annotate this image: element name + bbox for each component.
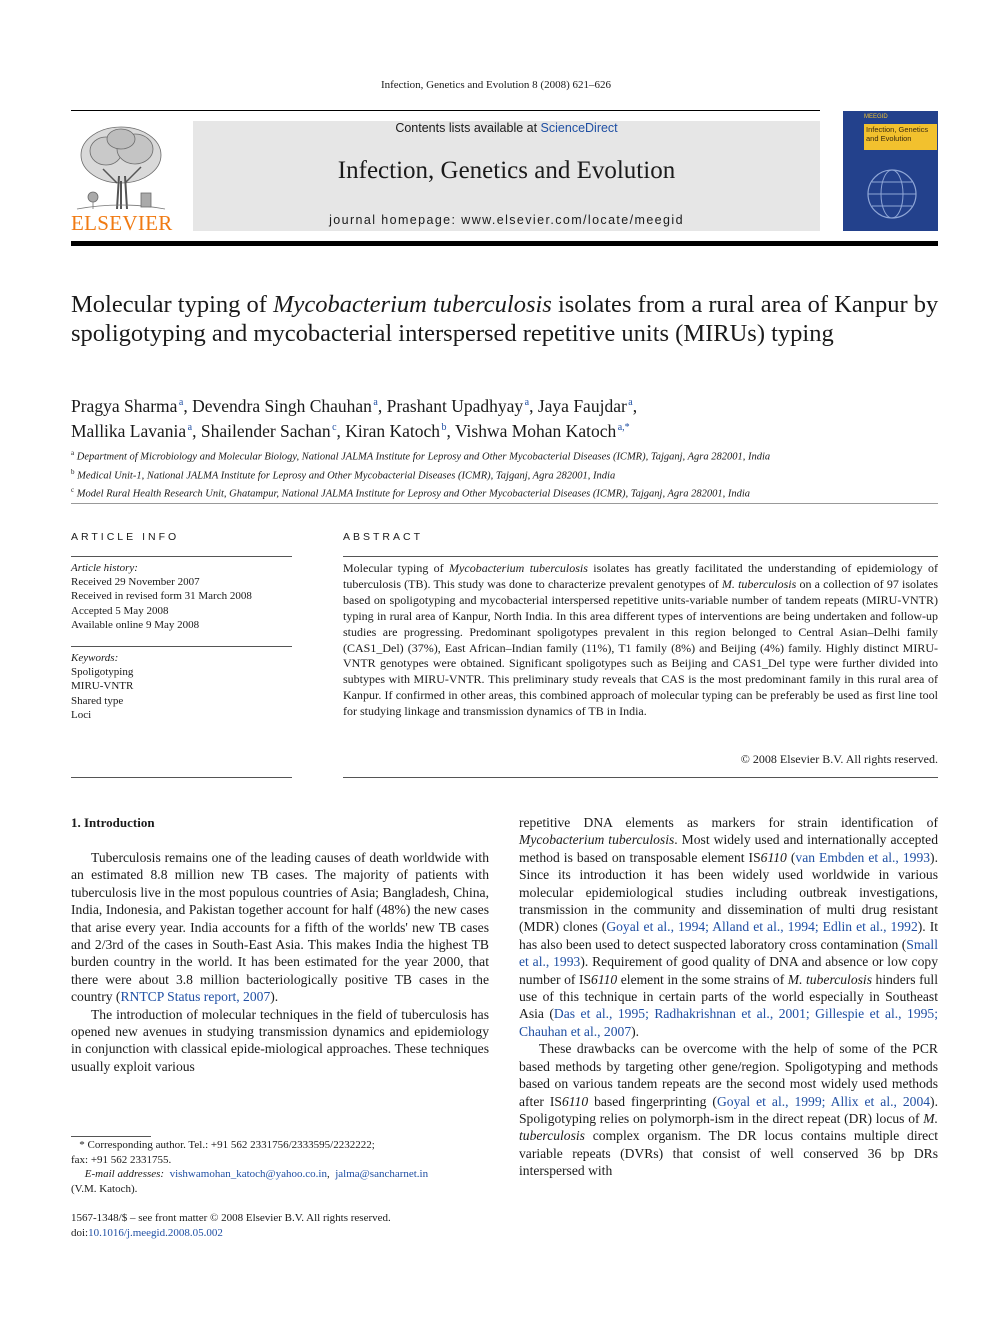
cover-tag: MEEGID — [864, 114, 888, 120]
cover-title: Infection, Genetics and Evolution — [866, 125, 929, 143]
abstract-rule — [343, 777, 938, 778]
issn-doi: 1567-1348/$ – see front matter © 2008 Elsevier B.V. All rights reserved. doi:10.1016/j.meegid.2008.05.002 — [71, 1212, 391, 1239]
keyword: Shared type — [71, 694, 124, 707]
keyword: Spoligotyping — [71, 666, 134, 679]
citation-link[interactable]: van Embden et al., 1993 — [795, 849, 931, 865]
affiliation-rule — [71, 503, 938, 504]
globe-icon — [862, 164, 922, 224]
author-list: Pragya Sharma $^a$, Devendra Singh Chauhan $^a$, Prashant Upadhyay $^a$, Jaya Faujdar $^a$, Mallika Lavania $^a$, Shailender Sachan $^c$, Kiran Katoch $^b$, Vishwa Mohan Katoch $^{a,*}$ — [71, 395, 638, 441]
title-text-1: Molecular typing of — [71, 291, 274, 318]
affiliation: $^a$ Department of Microbiology and Molecular Biology, National JALMA Institute for Leprosy and Other Mycobacterial Diseases (ICMR), Tajganj, Agra 282001, India — [71, 449, 771, 463]
title-species: Mycobacterium tuberculosis — [273, 291, 552, 318]
paragraph: The introduction of molecular techniques in the field of tuberculosis has opened new avenues in studying transmission dynamics and epidemiology in conjunction with classical epide-miological approaches. These techniques usually exploit various — [71, 1006, 489, 1074]
header-thick-rule — [71, 241, 938, 246]
article-info-heading: ARTICLE INFO — [71, 531, 180, 543]
footnote-rule — [71, 1136, 151, 1137]
keywords: Keywords: Spoligotyping MIRU-VNTR Shared type Loci — [71, 651, 292, 722]
paragraph: Tuberculosis remains one of the leading causes of death worldwide with an estimated 8.8 million new TB cases. The majority of patients with tuberculosis live in the most populous countries of Asia; Bangladesh, China, India, Indonesia, and Pakistan together account for half (48%) the new cases that arise every year. India accounts for a fifth of the worlds' new TB cases and 2/3rd of the cases in South-East Asia. This makes India the highest TB burden country in the world. It has been estimated for the year 2000, that there were about 3.8 million bacteriologically positive TB cases in the country (RNTCP Status report, 2007). — [71, 850, 489, 1005]
email-link[interactable]: jalma@sancharnet.in — [335, 1168, 429, 1181]
citation-link[interactable]: RNTCP Status report, 2007 — [120, 989, 271, 1005]
keyword: MIRU-VNTR — [71, 680, 134, 693]
author[interactable]: Prashant Upadhyay $^a$ — [386, 395, 530, 416]
info-rule — [71, 777, 292, 778]
affiliation: $^b$ Medical Unit-1, National JALMA Institute for Leprosy and Other Mycobacterial Diseases (ICMR), Tajganj, Agra 282001, India — [71, 467, 616, 482]
contents-prefix: Contents lists available at — [395, 121, 541, 135]
author[interactable]: Vishwa Mohan Katoch $^{a,*}$ — [454, 420, 630, 441]
journal-citation: Infection, Genetics and Evolution 8 (2008) 621–626 — [380, 79, 612, 91]
header-rule — [71, 110, 820, 111]
abstract-text: Molecular typing of Mycobacterium tuberculosis isolates has greatly facilitated the understanding of epidemiology of tuberculosis (TB). This study was done to characterize prevalent genotypes of M. tuberculosis on a collection of 97 isolates based on spoligotyping and mycobacterial interspersed repetitive units-variable number of tandem repeats (MIRU-VNTR) typing in rural area of Kanpur, North India. In this area different types of interventions are being undertaken and follow-up studies are progressing. Predominant spoligotypes prevalent in this region belonged to Central Asian–Delhi family (CAS1_Del) (37%), East African–Indian family (11%), T1 family (8%) and Beijing (4%) family. Highly distinct MIRU-VNTR genotypes were obtained. Significant spoligotypes such as Beijing and CAS1_Del type were further divided into subtypes with MIRU-VNTR. This preliminary study reveals that CAS is the most predominant family in this rural area of Kanpur. If confirmed in other areas, this combined approach of molecular typing can be preferably be used as first line tool for studying linkage and transmission dynamics of TB in India. — [343, 561, 939, 719]
journal-name: Infection, Genetics and Evolution — [337, 157, 676, 184]
email-link[interactable]: vishwamohan_katoch@yahoo.co.in — [169, 1168, 327, 1181]
paragraph: repetitive DNA elements as markers for strain identification of Mycobacterium tuberculosis. Most widely used and internationally accepted method is based on transposable element IS6110 (van Embden et al., 1993). Since its introduction it has been widely used worldwide in various molecular epidemiological studies including outbreak investigations, transmission in the community and dissemination of multi drug resistant (MDR) clones (Goyal et al., 1994; Alland et al., 1994; Edlin et al., 1992). It has also been used to detect suspected laboratory cross contamination (Small et al., 1993). Requirement of good quality of DNA and absence or low copy number of IS6110 element in the some strains of M. tuberculosis hinders full use of this technique in certain parts of the world especially in Southeast Asia (Das et al., 1995; Radhakrishnan et al., 2001; Gillespie et al., 1995; Chauhan et al., 2007). — [519, 815, 939, 1039]
article-title — [71, 290, 939, 348]
article-history: Article history: Received 29 November 2007 Received in revised form 31 March 2008 Accepted 5 May 2008 Available online 9 May 2008 — [71, 562, 252, 631]
contents-line — [193, 121, 820, 135]
info-rule — [71, 556, 292, 557]
info-rule — [71, 646, 292, 647]
author[interactable]: Jaya Faujdar $^a$ — [537, 395, 633, 416]
abstract-rule — [343, 556, 938, 557]
corresponding-author-footnote: * Corresponding author. Tel.: +91 562 2331756/2333595/2232222; fax: +91 562 2331755. E-mail addresses: vishwamohan_katoch@yahoo.co.in, jalma@sancharnet.in (V.M. Katoch). — [71, 1139, 429, 1195]
paragraph: These drawbacks can be overcome with the help of some of the PCR based methods by targeting other gene/region. Spoligotyping and methods based on various tandem repeats are the second most widely used methods after IS6110 based fingerprinting (Goyal et al., 1999; Allix et al., 2004). Spoligotyping relies on polymorph-ism in the direct repeat (DR) locus of M. tuberculosis complex organism. The DR locus contains multiple direct variable repeats (DVRs) that consist of well conserved 36 bp DRs interspersed with — [519, 1041, 938, 1179]
affiliation: $^c$ Model Rural Health Research Unit, Ghatampur, National JALMA Institute for Leprosy and Other Mycobacterial Diseases (ICMR), Tajganj, Agra 282001, India — [71, 486, 751, 500]
author[interactable]: Devendra Singh Chauhan $^a$ — [192, 395, 378, 416]
keyword: Loci — [71, 708, 92, 721]
body-column-right — [519, 814, 938, 1180]
citation-link[interactable]: Goyal et al., 1999; Allix et al., 2004 — [716, 1093, 931, 1109]
copyright: © 2008 Elsevier B.V. All rights reserved. — [740, 752, 938, 766]
citation-link[interactable]: Goyal et al., 1994; Alland et al., 1994; Edlin et al., 1992 — [606, 919, 918, 935]
sciencedirect-link[interactable]: ScienceDirect — [540, 121, 618, 135]
elsevier-wordmark: ELSEVIER — [71, 211, 173, 235]
journal-homepage[interactable]: journal homepage: www.elsevier.com/locate/meegid — [329, 213, 684, 227]
citation-link[interactable]: Small et al., 1993 — [519, 936, 938, 970]
author[interactable]: Pragya Sharma $^a$ — [71, 395, 184, 416]
title-text-2: isolates from a rural area of Kanpur by spoligotyping and mycobacterial interspersed repetitive units (MIRUs) typing — [71, 291, 939, 347]
affiliations — [71, 446, 939, 502]
author[interactable]: Mallika Lavania $^a$ — [71, 420, 193, 441]
citation-link[interactable]: Das et al., 1995; Radhakrishnan et al., 2001; Gillespie et al., 1995; Chauhan et al., 2007 — [519, 1006, 938, 1039]
doi-link[interactable]: 10.1016/j.meegid.2008.05.002 — [88, 1226, 223, 1239]
abstract-heading: ABSTRACT — [343, 531, 424, 543]
author[interactable]: Shailender Sachan $^c$ — [200, 420, 337, 441]
body-column-left — [71, 849, 489, 1075]
section-heading-introduction: 1. Introduction — [71, 815, 155, 830]
author[interactable]: Kiran Katoch $^b$ — [345, 420, 447, 441]
